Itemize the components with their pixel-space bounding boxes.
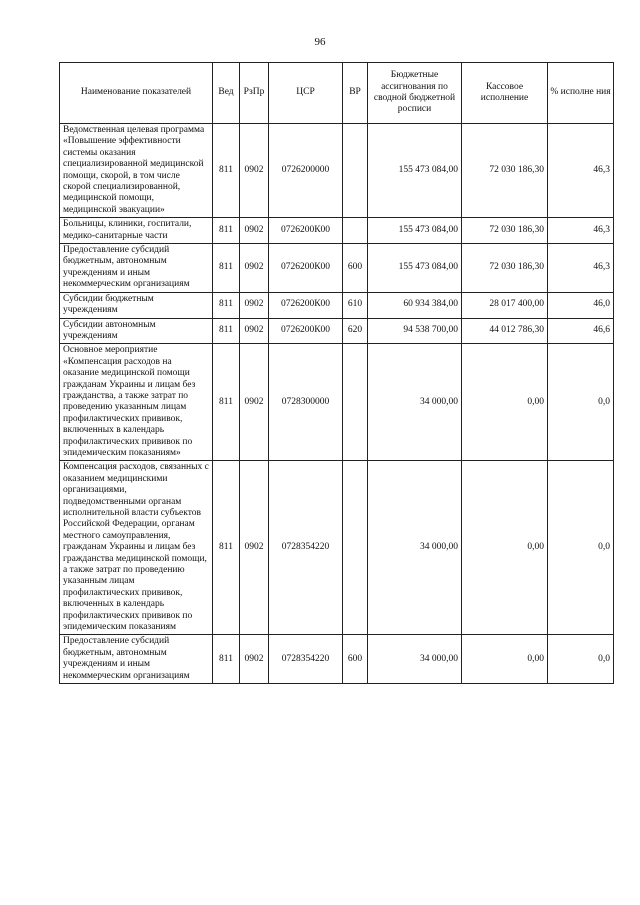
row-percent: 0,0 [548,635,614,684]
row-percent: 46,3 [548,218,614,244]
table-row [60,218,614,244]
row-percent: 0,0 [548,461,614,635]
row-cash: 72 030 186,30 [462,218,548,244]
row-budget: 94 538 700,00 [368,318,462,344]
table-row [60,244,614,293]
row-name: Больницы, клиники, госпитали, медико-санитарные части [60,218,213,244]
row-csr: 0726200000 [269,124,343,218]
row-budget: 34 000,00 [368,344,462,461]
row-budget: 155 473 084,00 [368,124,462,218]
row-csr: 0728300000 [269,344,343,461]
row-csr: 0728354220 [269,635,343,684]
row-ved: 811 [213,318,240,344]
row-cash: 44 012 786,30 [462,318,548,344]
header-budget: Бюджетные ассигнования по сводной бюджетной росписи [368,63,462,124]
row-vr [343,218,368,244]
row-percent: 46,3 [548,244,614,293]
row-budget: 60 934 384,00 [368,292,462,318]
table-row [60,344,614,461]
header-cash: Кассовое исполнение [462,63,548,124]
table-row [60,461,614,635]
row-cash: 28 017 400,00 [462,292,548,318]
row-csr: 0728354220 [269,461,343,635]
row-rzpr: 0902 [240,318,269,344]
table-row [60,318,614,344]
row-name: Предоставление субсидий бюджетным, автономным учреждениям и иным некоммерческим организациям [60,244,213,293]
row-percent: 0,0 [548,344,614,461]
row-percent: 46,0 [548,292,614,318]
row-ved: 811 [213,635,240,684]
row-vr: 600 [343,244,368,293]
table-row [60,635,614,684]
table-row [60,292,614,318]
row-rzpr: 0902 [240,124,269,218]
row-cash: 0,00 [462,461,548,635]
row-name: Предоставление субсидий бюджетным, автономным учреждениям и иным некоммерческим организациям [60,635,213,684]
row-rzpr: 0902 [240,461,269,635]
row-vr: 620 [343,318,368,344]
header-rzpr: РзПр [240,63,269,124]
page-number: 96 [314,36,326,48]
row-cash: 0,00 [462,635,548,684]
header-vr: ВР [343,63,368,124]
row-ved: 811 [213,124,240,218]
row-name: Ведомственная целевая программа «Повышение эффективности системы оказания специализированной медицинской помощи, скорой, в том числе скорой специализированной, медицинской помощи, медицинской эвакуации» [60,124,213,218]
row-vr [343,461,368,635]
row-budget: 34 000,00 [368,635,462,684]
row-rzpr: 0902 [240,344,269,461]
header-row [60,63,614,124]
row-csr: 0726200К00 [269,244,343,293]
row-rzpr: 0902 [240,635,269,684]
row-name: Субсидии автономным учреждениям [60,318,213,344]
header-ved: Вед [213,63,240,124]
header-percent: % исполне ния [548,63,614,124]
row-percent: 46,3 [548,124,614,218]
row-ved: 811 [213,244,240,293]
row-budget: 34 000,00 [368,461,462,635]
row-vr [343,124,368,218]
row-cash: 72 030 186,30 [462,244,548,293]
row-ved: 811 [213,344,240,461]
row-csr: 0726200К00 [269,218,343,244]
row-budget: 155 473 084,00 [368,244,462,293]
table-row [60,124,614,218]
row-name: Основное мероприятие «Компенсация расходов на оказание медицинской помощи гражданам Украины и лицам без гражданства, а также затрат по проведению указанным лицам профилактических прививок, включенных в календарь профилактических прививок по эпидемическим показаниям» [60,344,213,461]
row-rzpr: 0902 [240,292,269,318]
row-rzpr: 0902 [240,244,269,293]
row-name: Компенсация расходов, связанных с оказанием медицинскими организациями, подведомственными органам исполнительной власти субъектов Российской Федерации, органам местного самоуправления, гражданам Украины и лицам без гражданства медицинской помощи, а также затрат по проведению указанным лицам профилактических прививок, включенных в календарь профилактических прививок по эпидемическим показаниям [60,461,213,635]
row-cash: 72 030 186,30 [462,124,548,218]
row-rzpr: 0902 [240,218,269,244]
row-vr: 600 [343,635,368,684]
row-csr: 0726200К00 [269,318,343,344]
row-csr: 0726200К00 [269,292,343,318]
row-percent: 46,6 [548,318,614,344]
row-name: Субсидии бюджетным учреждениям [60,292,213,318]
header-name: Наименование показателей [60,63,213,124]
row-vr: 610 [343,292,368,318]
row-ved: 811 [213,292,240,318]
row-cash: 0,00 [462,344,548,461]
row-ved: 811 [213,461,240,635]
budget-execution-table [59,62,614,684]
row-ved: 811 [213,218,240,244]
header-csr: ЦСР [269,63,343,124]
row-budget: 155 473 084,00 [368,218,462,244]
row-vr [343,344,368,461]
